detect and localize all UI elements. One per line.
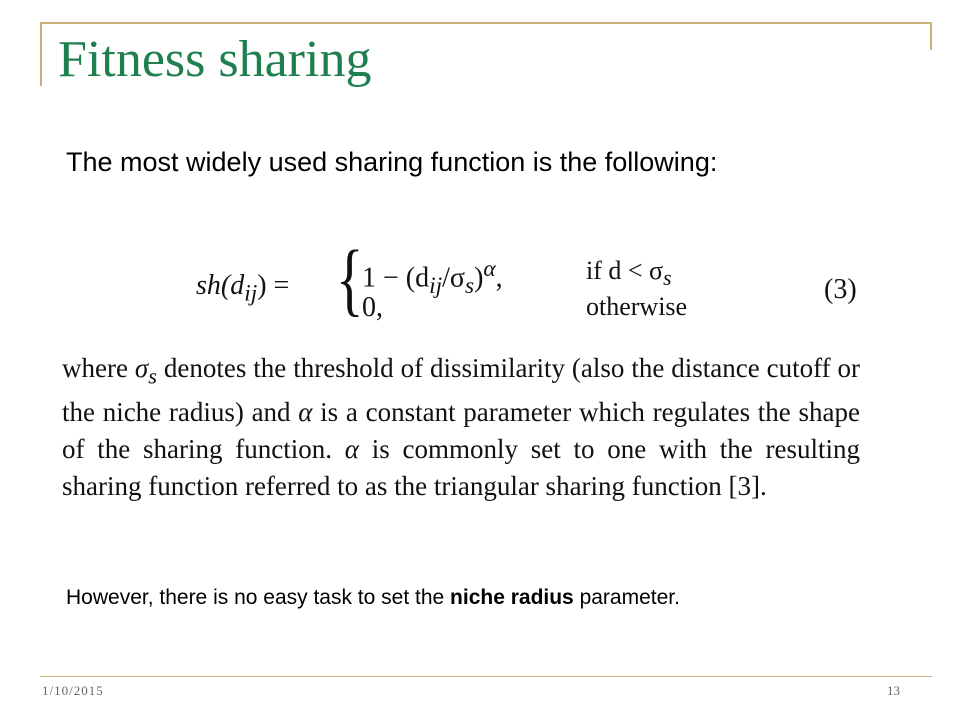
formula-condition-1: if $d < \sigma_s$: [586, 256, 672, 291]
intro-text: The most widely used sharing function is the following:: [66, 147, 718, 177]
formula-brace: {: [336, 233, 364, 324]
footer-date: 1/10/2015: [42, 683, 104, 698]
frame-bottom-line: [40, 676, 932, 677]
frame-top-line: [40, 22, 932, 24]
explanation-paragraph: where $\sigma_s$ denotes the threshold of dissimilarity (also the distance cutoff or the niche radius) and α is a constant parameter which regulates the shape of the sharing function. α is commonly set to one with the resulting sharing function referred to as the triangular sharing function [3].: [62, 353, 861, 502]
page-number: 13: [887, 683, 900, 698]
equation-number: (3): [824, 274, 857, 305]
formula-lhs: $sh(d_{ij})$ =: [196, 270, 290, 307]
frame-left-line: [40, 22, 42, 86]
sharing-function-formula: [196, 233, 866, 328]
slide-title: Fitness sharing: [58, 31, 372, 88]
formula-case-2: 0,: [362, 292, 383, 323]
formula-condition-2: otherwise: [586, 292, 688, 321]
frame-right-line: [930, 22, 932, 50]
niche-radius-note: However, there is no easy task to set the niche radius parameter.: [66, 586, 680, 609]
formula-case-1: $1 - (d_{ij}/\sigma_s)^\alpha$,: [362, 256, 503, 299]
